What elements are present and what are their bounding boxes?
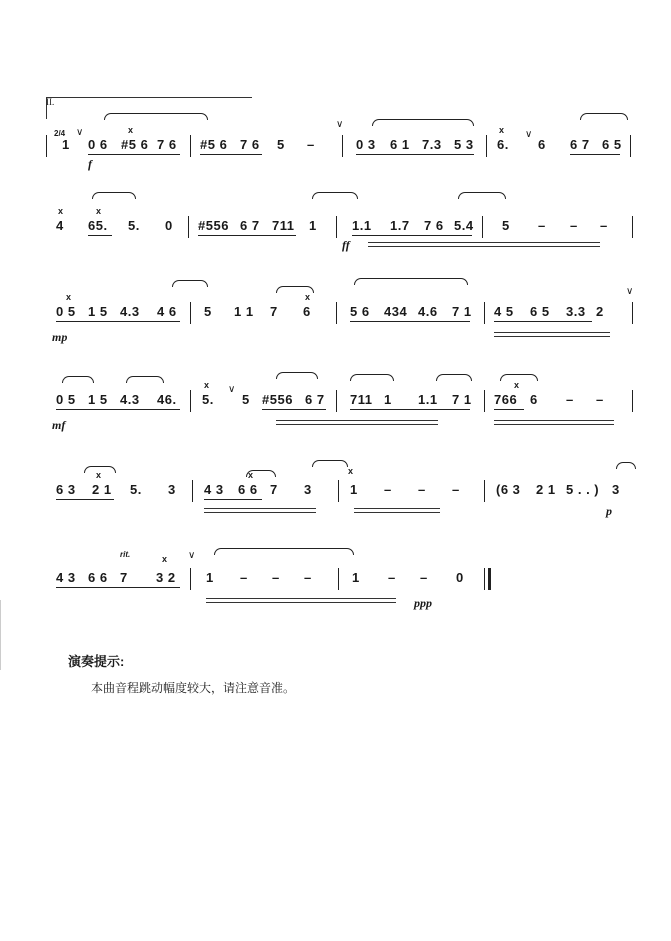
note: 5.4 [454,218,474,233]
note: #556 [262,392,293,407]
note: 1 [309,218,317,233]
note: 6 [538,137,546,152]
tempo-mark: rit. [120,550,131,559]
note: 0 [165,218,173,233]
breath-mark: ∨ [525,129,533,140]
note: 6 3 [56,482,76,497]
note: 1.1 [352,218,372,233]
crescendo-hairpin [494,332,610,337]
note: 4 5 [494,304,514,319]
underline-beam [198,235,296,236]
crescendo-hairpin [276,420,438,425]
crescendo-hairpin [368,242,600,247]
note: 6 6 [238,482,258,497]
note: 7 6 [424,218,444,233]
slur [372,119,474,126]
note: 0 6 [88,137,108,152]
underline-beam [204,499,262,500]
breath-mark: ∨ [188,550,196,561]
barline [632,390,633,412]
barline [484,568,485,590]
slur [350,374,394,381]
note: 65. [88,218,108,233]
barline [46,135,47,157]
ornament-mark: x [499,125,505,135]
ornament-mark: x [248,470,254,480]
note: – [566,392,574,407]
slur [214,548,354,555]
note: 6 5 [602,137,622,152]
note: 46. [157,392,177,407]
slur [458,192,506,199]
barline [190,390,191,412]
underline-beam [350,321,470,322]
barline [336,390,337,412]
note: 6 [303,304,311,319]
ornament-mark: x [58,206,64,216]
note: 6 7 [305,392,325,407]
diminuendo-hairpin [206,598,396,603]
barline [338,568,339,590]
note: 434 [384,304,408,319]
score-row-6 [0,550,671,658]
dynamic-mark: mp [52,330,68,344]
note: 2 1 [536,482,556,497]
slur [276,372,318,379]
note: – [240,570,248,585]
underline-beam [350,409,470,410]
note: 3 [612,482,620,497]
underline-beam [56,409,180,410]
note: 7 1 [452,304,472,319]
underline-beam [56,321,180,322]
note: 7 [120,570,128,585]
barline [484,302,485,324]
barline [632,302,633,324]
slur [104,113,208,120]
note: 7 6 [240,137,260,152]
note: 4 3 [204,482,224,497]
dynamic-mark: ppp [414,596,432,610]
note: 0 5 [56,392,76,407]
diminuendo-hairpin [354,508,440,513]
note: 6. [497,137,509,152]
ornament-mark: x [514,380,520,390]
note: 6 [530,392,538,407]
barline [190,135,191,157]
note: 5 [277,137,285,152]
note: (6 3 [496,482,521,497]
note: 4 [56,218,64,233]
note: 1 [352,570,360,585]
note: 5. [202,392,214,407]
time-signature: 2/4 [54,129,66,138]
barline [190,302,191,324]
note: 4 6 [157,304,177,319]
note: – [418,482,426,497]
underline-beam [88,235,112,236]
note: 6 7 [240,218,260,233]
ornament-mark: x [162,554,168,564]
underline-beam [570,154,620,155]
note: – [420,570,428,585]
note: 1.7 [390,218,410,233]
barline [482,216,483,238]
note: 5. [130,482,142,497]
barline [484,480,485,502]
note: #5 6 [200,137,228,152]
note: – [388,570,396,585]
barline [192,480,193,502]
note: 1 5 [88,304,108,319]
note: 1 1 [234,304,254,319]
note: 711 [272,218,295,233]
note: – [570,218,578,233]
barline [188,216,189,238]
score-row-2 [0,206,671,306]
slur [312,192,358,199]
underline-beam [262,409,326,410]
barline [630,135,631,157]
note: 6 7 [570,137,590,152]
note: 7 1 [452,392,472,407]
slur [312,460,348,467]
note: 766 [494,392,518,407]
barline [338,480,339,502]
note: #556 [198,218,229,233]
note: – [384,482,392,497]
note: 7 [270,304,278,319]
slur [580,113,628,120]
slur [62,376,94,383]
barline [336,302,337,324]
note: 6 6 [88,570,108,585]
note: 1.1 [418,392,438,407]
note: 4.3 [120,392,140,407]
note: 5 [502,218,510,233]
barline [486,135,487,157]
tips-title: 演奏提示: [68,654,125,669]
note: 1 5 [88,392,108,407]
barline [484,390,485,412]
note: 4 3 [56,570,76,585]
note: #5 6 [121,137,149,152]
note: 5. [128,218,140,233]
underline-beam [56,499,114,500]
slur [92,192,136,199]
dynamic-mark: p [606,504,612,518]
underline-beam [356,154,474,155]
ornament-mark: x [348,466,354,476]
ornament-mark: x [66,292,72,302]
note: – [538,218,546,233]
score-row-3 [0,286,671,392]
note: 1 [206,570,214,585]
slur [246,470,276,477]
note: 711 [350,392,373,407]
note: 3 2 [156,570,176,585]
note: 0 3 [356,137,376,152]
dynamic-mark: f [88,157,92,171]
breath-mark: ∨ [228,384,236,395]
note: 1 [350,482,358,497]
note: 4.3 [120,304,140,319]
ornament-mark: x [128,125,134,135]
underline-beam [352,235,472,236]
note: 0 [456,570,464,585]
note: 6 1 [390,137,410,152]
underline-beam [200,154,262,155]
note: 3 [168,482,176,497]
crescendo-hairpin [494,420,614,425]
slur [172,280,208,287]
note: 2 [596,304,604,319]
scan-edge [0,600,1,670]
note: 5 3 [454,137,474,152]
note: 5 [204,304,212,319]
note: – [600,218,608,233]
tips-body: 本曲音程跳动幅度较大，请注意音准。 [91,681,296,695]
ornament-mark: x [305,292,311,302]
barline [632,216,633,238]
note: 4.6 [418,304,438,319]
note: 1 [384,392,392,407]
breath-mark: ∨ [336,119,344,130]
note: 7 [270,482,278,497]
breath-mark: ∨ [76,127,84,138]
underline-beam [88,154,180,155]
slur [616,462,636,469]
note: – [452,482,460,497]
note: 3.3 [566,304,586,319]
slur [276,286,314,293]
barline [336,216,337,238]
section-mark: II. [46,97,55,107]
dynamic-mark: mf [52,418,66,432]
note: 6 5 [530,304,550,319]
dynamic-mark: ff [342,238,350,252]
slur [436,374,472,381]
note: – [304,570,312,585]
ornament-mark: x [204,380,210,390]
note: – [307,137,315,152]
score-row-5 [0,466,671,570]
slur [126,376,164,383]
underline-beam [494,409,524,410]
ornament-mark: x [96,470,102,480]
slur [500,374,538,381]
note: 2 1 [92,482,112,497]
note: 7.3 [422,137,442,152]
note: 1 [62,137,70,152]
ornament-mark: x [96,206,102,216]
note: 3 [304,482,312,497]
slur [354,278,468,285]
note: – [596,392,604,407]
underline-beam [494,321,592,322]
crescendo-hairpin [204,508,316,513]
section-bracket [46,97,252,98]
note: 7 6 [157,137,177,152]
final-barline [488,568,491,590]
barline [342,135,343,157]
note: – [272,570,280,585]
note: 0 5 [56,304,76,319]
note: 5 . . ) [566,482,600,497]
note: 5 6 [350,304,370,319]
note: 5 [242,392,250,407]
barline [190,568,191,590]
underline-beam [56,587,180,588]
slur [84,466,116,473]
breath-mark: ∨ [626,286,634,297]
